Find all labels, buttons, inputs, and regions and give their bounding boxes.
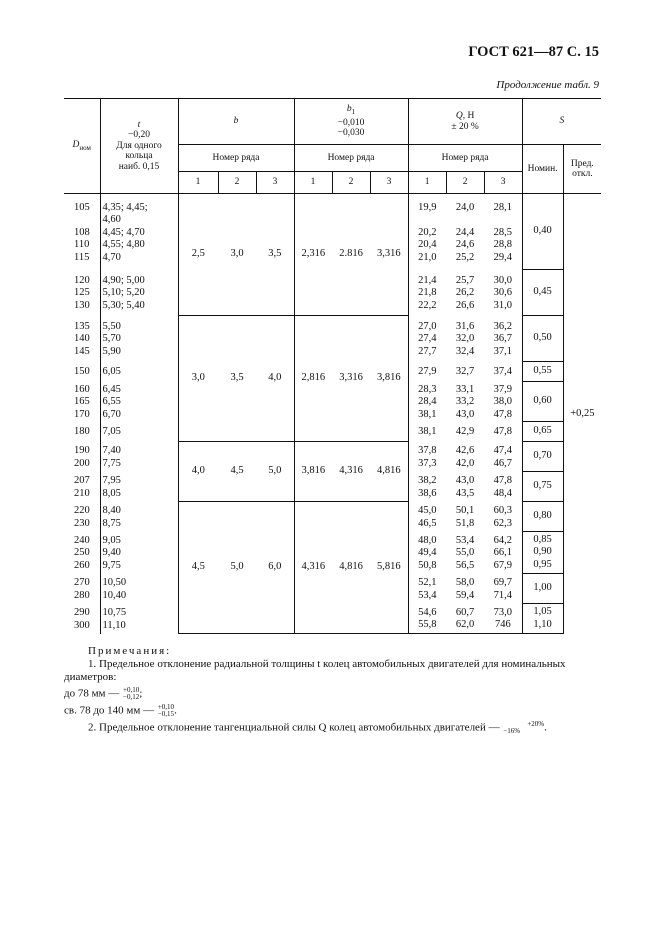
cell-q2: 42,6 42,0: [455, 445, 475, 469]
cell-q1: 27,0 27,4 27,7: [418, 320, 437, 357]
cell-d-nom: 180: [64, 422, 100, 442]
rn: 3: [370, 172, 408, 194]
header-b1: $b_1$ −0,010 −0,030: [294, 99, 408, 145]
cell-q1: 28,3 28,4 38,1: [418, 383, 437, 420]
page-header: ГОСТ 621—87 С. 15: [468, 44, 599, 60]
rn: 1: [178, 172, 218, 194]
cell-t: 10,50 10,40: [100, 574, 178, 604]
cell-t: 6,45 6,55 6,70: [100, 382, 178, 422]
cell-t: 7,05: [100, 422, 178, 442]
cell-d-nom: 220 230: [64, 502, 100, 532]
cell-b1-1: 3,816: [294, 442, 332, 502]
cell-q3: 37,9 38,0 47,8: [484, 382, 522, 422]
cell-q3: 37,4: [484, 362, 522, 382]
cell-b1-3: 3,816: [370, 316, 408, 442]
cell-q1: 52,1 53,4: [418, 577, 437, 601]
cell-q2: 24,0 24,4 24,6 25,2: [455, 201, 475, 263]
cell-d-nom: 120 125 130: [64, 270, 100, 316]
cell-b-3: 6,0: [256, 502, 294, 634]
table-row: [64, 316, 601, 362]
cell-q1: 38,2 38,6: [418, 475, 437, 499]
cell-b1-3: 3,316: [370, 194, 408, 316]
header-b1-row-number: Номер ряда: [294, 145, 408, 172]
cell-q3: 60,3 62,3: [484, 502, 522, 532]
table-row: [64, 442, 601, 472]
cell-q1: 54,6 55,8: [408, 604, 446, 634]
cell-t: 5,50 5,70 5,90: [100, 316, 178, 362]
cell-b-2: 5,0: [218, 502, 256, 634]
cell-s-nominal: 1,00: [522, 574, 563, 604]
cell-s-nominal: 0,50: [522, 316, 563, 362]
header-s-nominal: Номин.: [522, 145, 563, 194]
cell-s-nominal: 0,60: [522, 382, 563, 422]
rn: 2: [332, 172, 370, 194]
cell-b1-3: 5,816: [370, 502, 408, 634]
cell-s-nominal: 0,85 0,90 0,95: [522, 532, 563, 574]
cell-s-nominal: 0,40: [522, 194, 563, 270]
cell-q2: 60,7 62,0: [446, 604, 484, 634]
cell-d-nom: 290 300: [64, 604, 100, 634]
cell-d-nom: 150: [64, 362, 100, 382]
cell-s-nominal: 0,65: [522, 422, 563, 442]
cell-q3: 47,8 48,4: [484, 472, 522, 502]
cell-b-1: 4,5: [178, 502, 218, 634]
note-1b: св. 78 до 140 мм — +0,10 −0,15.: [64, 703, 177, 718]
cell-s-tolerance: +0,25: [570, 407, 595, 419]
rn: 2: [446, 172, 484, 194]
cell-b1-1: 4,316: [294, 502, 332, 634]
cell-q2: 33,1 33,2 43,0: [455, 383, 475, 420]
cell-d-nom: 190 200: [64, 442, 100, 472]
cell-q2: 53,4 55,0 56,5: [455, 534, 475, 571]
cell-d-nom: 207 210: [64, 472, 100, 502]
cell-b1-2: 4,816: [332, 502, 370, 634]
cell-t: 10,75 11,10: [100, 604, 178, 634]
cell-q2: 50,1 51,8: [455, 505, 475, 529]
cell-b-3: 5,0: [256, 442, 294, 502]
table-row: [64, 502, 601, 532]
cell-b1-1: 2,816: [294, 316, 332, 442]
cell-q2: 25,7 26,2 26,6: [455, 274, 475, 311]
cell-q3: 47,8: [484, 422, 522, 442]
cell-s-nominal: 0,75: [522, 472, 563, 502]
cell-q2: 43,0 43,5: [455, 475, 475, 499]
cell-d-nom: 270 280: [64, 574, 100, 604]
cell-b1-1: 2,316: [294, 194, 332, 316]
header-row-1: [64, 99, 601, 145]
header-q: Q, Н ± 20 %: [408, 99, 522, 145]
cell-d-nom: 160 165 170: [64, 382, 100, 422]
cell-b-1: 2,5: [178, 194, 218, 316]
cell-s-nominal: 0,70: [522, 442, 563, 472]
cell-t: 8,40 8,75: [100, 502, 178, 532]
cell-b1-2: 4,316: [332, 442, 370, 502]
header-s-tolerance: Пред. откл.: [563, 145, 601, 194]
table-body: [64, 194, 601, 634]
cell-q1: 19,9 20,2 20,4 21,0: [418, 201, 437, 263]
cell-q3: 69,7 71,4: [484, 574, 522, 604]
cell-t: 4,35; 4,45; 4,60 4,45; 4,70 4,55; 4,80 4,70: [100, 194, 178, 270]
cell-s-nominal: 0,45: [522, 270, 563, 316]
header-q-row-number: Номер ряда: [408, 145, 522, 172]
table-row: [64, 194, 601, 270]
cell-b-3: 4,0: [256, 316, 294, 442]
cell-q3: 36,2 36,7 37,1: [484, 316, 522, 362]
cell-t: 4,90; 5,00 5,10; 5,20 5,30; 5,40: [100, 270, 178, 316]
cell-b1-2: 3,316: [332, 316, 370, 442]
rn: 1: [294, 172, 332, 194]
cell-b-1: 3,0: [178, 316, 218, 442]
rn: 3: [256, 172, 294, 194]
cell-s-nominal: 0,55: [522, 362, 563, 382]
rn: 3: [484, 172, 522, 194]
cell-t: 6,05: [100, 362, 178, 382]
note-1a: до 78 мм — +0,10 −0,12;: [64, 686, 143, 701]
cell-t: 7,40 7,75: [100, 442, 178, 472]
cell-d-nom: 135 140 145: [64, 316, 100, 362]
cell-q2: 32,7: [455, 366, 475, 378]
cell-t: 7,95 8,05: [100, 472, 178, 502]
cell-b-3: 3,5: [256, 194, 294, 316]
header-b-row-number: Номер ряда: [178, 145, 294, 172]
header-d-nom: $D_{ном}$: [64, 99, 100, 194]
cell-s-nominal: 0,80: [522, 502, 563, 532]
cell-b1-3: 4,816: [370, 442, 408, 502]
cell-b-2: 3,0: [218, 194, 256, 316]
header-t: t −0,20 Для одного кольца наиб. 0,15: [100, 99, 178, 194]
cell-q1: 37,8 37,3: [418, 445, 437, 469]
cell-q2: 42,9: [455, 426, 475, 438]
cell-q3: 64,2 66,1 67,9: [484, 532, 522, 574]
cell-q1: 48,0 49,4 50,8: [418, 534, 437, 571]
cell-b-2: 3,5: [218, 316, 256, 442]
notes-title: Примечания:: [88, 645, 172, 657]
notes-section: [64, 645, 601, 735]
table-continuation-label: Продолжение табл. 9: [496, 79, 599, 91]
cell-q1: 45,0 46,5: [418, 505, 437, 529]
note-1: 1. Предельное отклонение радиальной толщины t колец автомобильных двигателей для номинальных диаметров:: [64, 658, 566, 683]
header-s: S: [522, 99, 601, 145]
header-b: b: [178, 99, 294, 145]
rn: 2: [218, 172, 256, 194]
cell-q3: 73,0 746: [484, 604, 522, 634]
specification-table: [64, 98, 601, 634]
cell-s-nominal: 1,05 1,10: [522, 604, 563, 634]
cell-b1-2: 2.816: [332, 194, 370, 316]
cell-q1: 21,4 21,8 22,2: [418, 274, 437, 311]
cell-b-1: 4,0: [178, 442, 218, 502]
cell-q3: 30,0 30,6 31,0: [484, 270, 522, 316]
cell-q1: 38,1: [418, 426, 437, 438]
cell-d-nom: 105 108 110 115: [64, 194, 100, 270]
rn: 1: [408, 172, 446, 194]
note-2: 2. Предельное отклонение тангенциальной силы Q колец автомобильных двигателей — +20% −16% .: [88, 720, 547, 735]
cell-q2: 58,0 59,4: [455, 577, 475, 601]
cell-t: 9,05 9,40 9,75: [100, 532, 178, 574]
cell-q2: 31,6 32,0 32,4: [455, 320, 475, 357]
cell-b-2: 4,5: [218, 442, 256, 502]
cell-q3: 28,1 28,5 28,8 29,4: [484, 194, 522, 270]
cell-q3: 47,4 46,7: [484, 442, 522, 472]
cell-d-nom: 240 250 260: [64, 532, 100, 574]
cell-q1: 27,9: [418, 366, 437, 378]
